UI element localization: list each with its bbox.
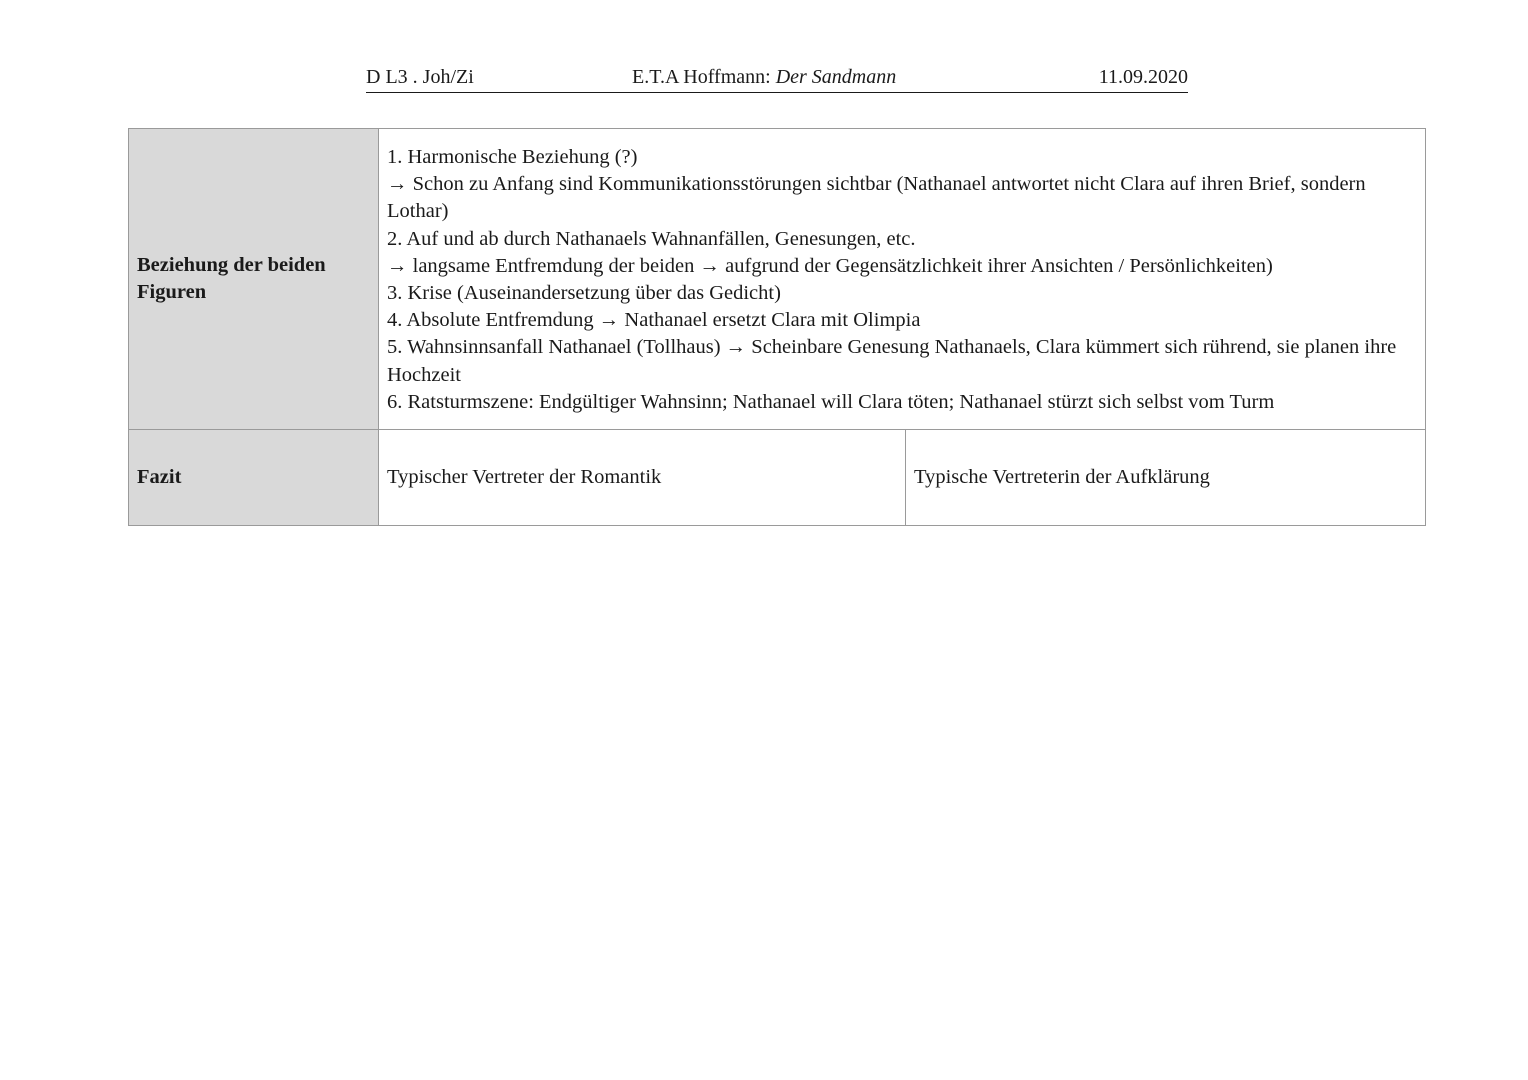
relationship-content xyxy=(379,129,1426,430)
work-title: Der Sandmann xyxy=(775,66,897,88)
relationship-line-3: 2. Auf und ab durch Nathanaels Wahnanfällen, Genesungen, etc. xyxy=(387,227,916,250)
row-label-conclusion: Fazit xyxy=(129,430,379,526)
relationship-line-7: 5. Wahnsinnsanfall Nathanael (Tollhaus) → Scheinbare Genesung Nathanaels, Clara kümmert sich rührend, sie planen ihre Hochzeit xyxy=(387,336,1397,386)
analysis-table xyxy=(128,128,1426,526)
conclusion-nathanael: Typischer Vertreter der Romantik xyxy=(379,430,906,526)
relationship-line-4: → langsame Entfremdung der beiden → aufgrund der Gegensätzlichkeit ihrer Ansichten / Persönlichkeiten) xyxy=(387,254,1273,277)
conclusion-clara: Typische Vertreterin der Aufklärung xyxy=(906,430,1426,526)
document-title xyxy=(632,66,896,89)
author: E.T.A Hoffmann: xyxy=(632,66,771,88)
relationship-line-1: 1. Harmonische Beziehung (?) xyxy=(387,145,638,168)
relationship-line-6: 4. Absolute Entfremdung → Nathanael ersetzt Clara mit Olimpia xyxy=(387,309,921,332)
course-code: D L3 . Joh/Zi xyxy=(366,66,474,88)
relationship-line-2: → Schon zu Anfang sind Kommunikationsstörungen sichtbar (Nathanael antwortet nicht Clara auf ihren Brief, sondern Lothar) xyxy=(387,173,1366,223)
table-row-relationship xyxy=(129,129,1426,430)
document-date: 11.09.2020 xyxy=(1098,66,1188,88)
document-header xyxy=(366,64,1188,93)
relationship-line-5: 3. Krise (Auseinandersetzung über das Gedicht) xyxy=(387,282,781,304)
table-row-conclusion xyxy=(129,430,1426,526)
relationship-line-8: 6. Ratsturmszene: Endgültiger Wahnsinn; Nathanael will Clara töten; Nathanael stürzt sich selbst vom Turm xyxy=(387,390,1275,413)
row-label-relationship: Beziehung der beiden Figuren xyxy=(129,129,379,430)
